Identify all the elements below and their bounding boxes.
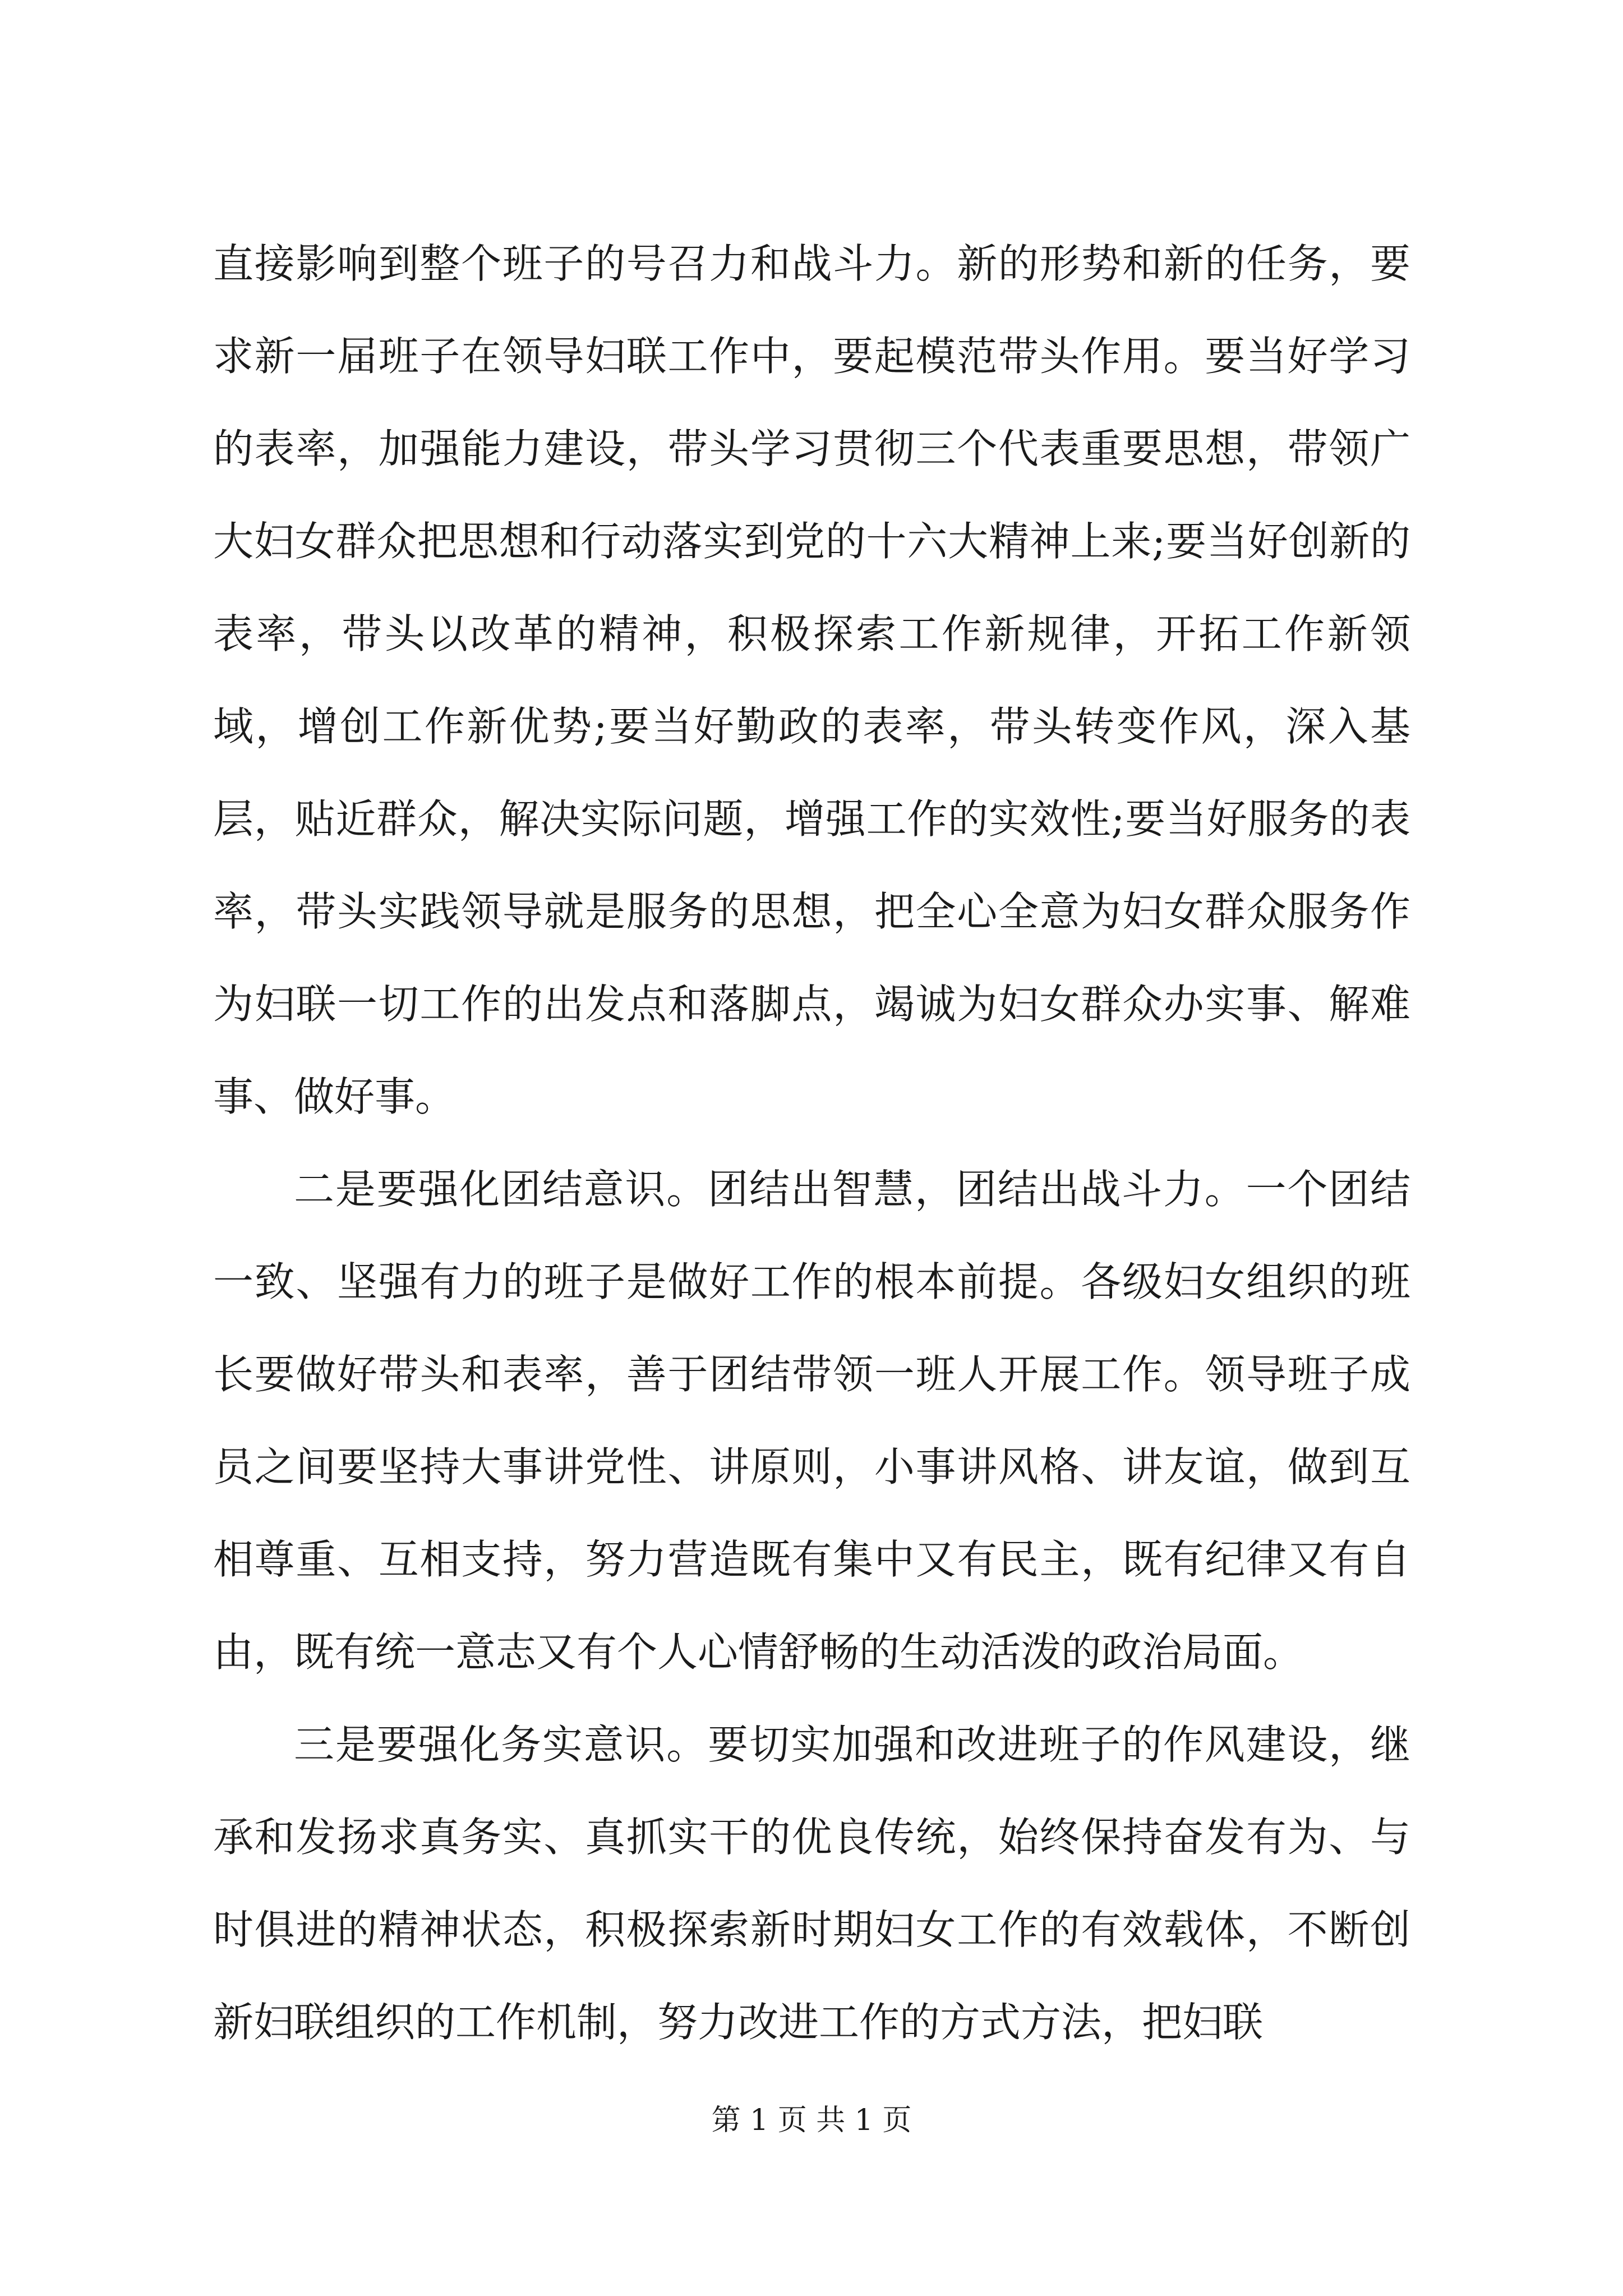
paragraph-pragmatism: 三是要强化务实意识。要切实加强和改进班子的作风建设，继承和发扬求真务实、真抓实干的优良传统，始终保持奋发有为、与时俱进的精神状态，积极探索新时期妇女工作的有效载体，不断创新妇联组织的工作机制，努力改进工作的方式方法，把妇联 [213, 1721, 1410, 2046]
paragraph-unity: 二是要强化团结意识。团结出智慧，团结出战斗力。一个团结一致、坚强有力的班子是做好工作的根本前提。各级妇女组织的班长要做好带头和表率，善于团结带领一班人开展工作。领导班子成员之间要坚持大事讲党性、讲原则，小事讲风格、讲友谊，做到互相尊重、互相支持，努力营造既有集中又有民主，既有纪律又有自由，既有统一意志又有个人心情舒畅的生动活泼的政治局面。 [213, 1166, 1410, 1676]
page-footer: 第 1 页 共 1 页 [711, 2104, 912, 2137]
body-text [213, 218, 1410, 2069]
paragraph-continued: 直接影响到整个班子的号召力和战斗力。新的形势和新的任务，要求新一届班子在领导妇联工作中，要起模范带头作用。要当好学习的表率，加强能力建设，带头学习贯彻三个代表重要思想，带领广大妇女群众把思想和行动落实到党的十六大精神上来;要当好创新的表率，带头以改革的精神，积极探索工作新规律，开拓工作新领域，增创工作新优势;要当好勤政的表率，带头转变作风，深入基层，贴近群众，解决实际问题，增强工作的实效性;要当好服务的表率，带头实践领导就是服务的思想，把全心全意为妇女群众服务作为妇联一切工作的出发点和落脚点，竭诚为妇女群众办实事、解难事、做好事。 [213, 240, 1410, 1120]
